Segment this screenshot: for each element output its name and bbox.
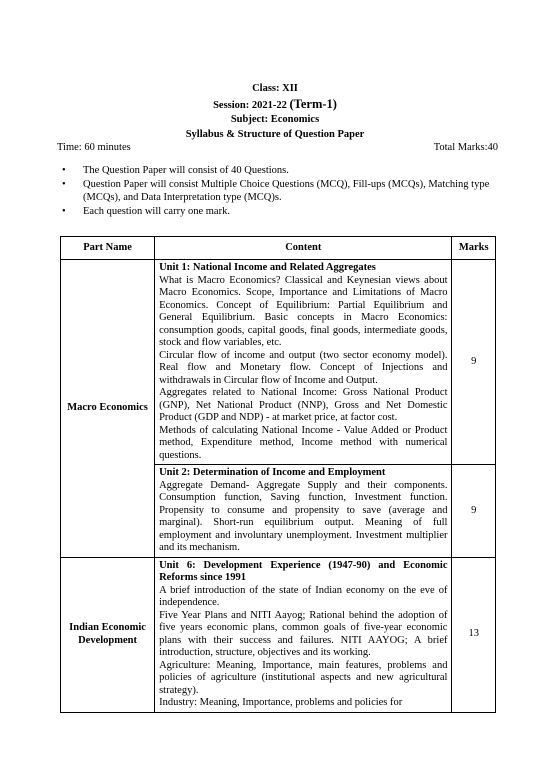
content-cell — [155, 260, 452, 465]
unit-title: Unit 6: Development Experience (1947-90) and Economic Reforms since 1991 — [159, 559, 448, 583]
content-paragraph: Industry: Meaning, Importance, problems and policies for — [159, 697, 403, 708]
part-name-cell: Macro Economics — [61, 260, 155, 558]
session-line — [0, 97, 550, 112]
subject-line: Subject: Economics — [230, 114, 320, 125]
marks-cell: 13 — [452, 557, 496, 712]
content-paragraph: Aggregate Demand- Aggregate Supply and their components. Consumption function, Saving function, Investment function. Propensity to consume and propensity to save (average and marginal). Short-run equilibrium output. Meaning of full employment and involuntary unemployment. Investment multiplier and its mechanism. — [159, 479, 448, 553]
marks-cell: 9 — [452, 260, 496, 465]
bullet-icon: • — [62, 206, 66, 217]
instruction-item: • Question Paper will consist Multiple Choice Questions (MCQ), Fill-ups (MCQs), Matching type (MCQs), and Data Interpretation type (MCQ)s. — [62, 179, 490, 203]
header-content: Content — [155, 237, 452, 260]
header-part-name: Part Name — [61, 237, 155, 260]
class-line: Class: XII — [252, 83, 298, 94]
session-term: (Term-1) — [289, 97, 337, 111]
marks-cell: 9 — [452, 465, 496, 558]
unit-title: Unit 1: National Income and Related Aggregates — [159, 262, 376, 273]
table-header-row — [61, 237, 496, 260]
instruction-item: • The Question Paper will consist of 40 Questions. — [62, 165, 289, 176]
instructions-list — [57, 164, 493, 219]
content-cell — [155, 557, 452, 712]
content-paragraph: Five Year Plans and NITI Aayog; Rational behind the adoption of five years economic plans, common goals of five-year economic plans with their success and failures. NITI AAYOG; A brief introduction, structure, objectives and its working. — [159, 609, 448, 658]
content-cell — [155, 465, 452, 558]
content-paragraph: A brief introduction of the state of Indian economy on the eve of independence. — [159, 584, 448, 608]
content-paragraph: Circular flow of income and output (two sector economy model). Real flow and Monetary flow. Concept of Injections and withdrawals in Circular flow of Income and Output. — [159, 349, 448, 386]
table-row — [61, 557, 496, 712]
time-allowed: Time: 60 minutes — [57, 142, 131, 153]
table-row — [61, 260, 496, 465]
header-marks: Marks — [452, 237, 496, 260]
content-paragraph: Methods of calculating National Income - Value Added or Product method, Expenditure method, Income method with numerical questions. — [159, 424, 448, 461]
bullet-icon: • — [62, 165, 66, 176]
unit-title: Unit 2: Determination of Income and Employment — [159, 467, 386, 478]
part-name-cell: Indian Economic Development — [61, 557, 155, 712]
total-marks: Total Marks:40 — [433, 142, 498, 153]
instruction-item: • Each question will carry one mark. — [62, 206, 230, 217]
bullet-icon: • — [62, 179, 66, 190]
content-paragraph: What is Macro Economics? Classical and Keynesian views about Macro Economics. Scope, Importance and Limitations of Macro Economics. Concept of Equilibrium: Partial Equilibrium and General Equilibrium. Basic concepts in Macro Economics: consumption goods, capital goods, final goods, intermediate goods, stock and flow variables, etc. — [159, 274, 448, 348]
syllabus-table — [60, 236, 496, 713]
document-title: Syllabus & Structure of Question Paper — [185, 129, 365, 140]
session-prefix: Session: 2021-22 — [213, 100, 287, 111]
content-paragraph: Aggregates related to National Income: Gross National Product (GNP), Net National Product (NNP), Gross and Net Domestic Product (GDP and NDP) - at market price, at factor cost. — [159, 387, 448, 423]
content-paragraph: Agriculture: Meaning, Importance, main features, problems and policies of agriculture (institutional aspects and new agricultural strategy). — [159, 659, 448, 696]
